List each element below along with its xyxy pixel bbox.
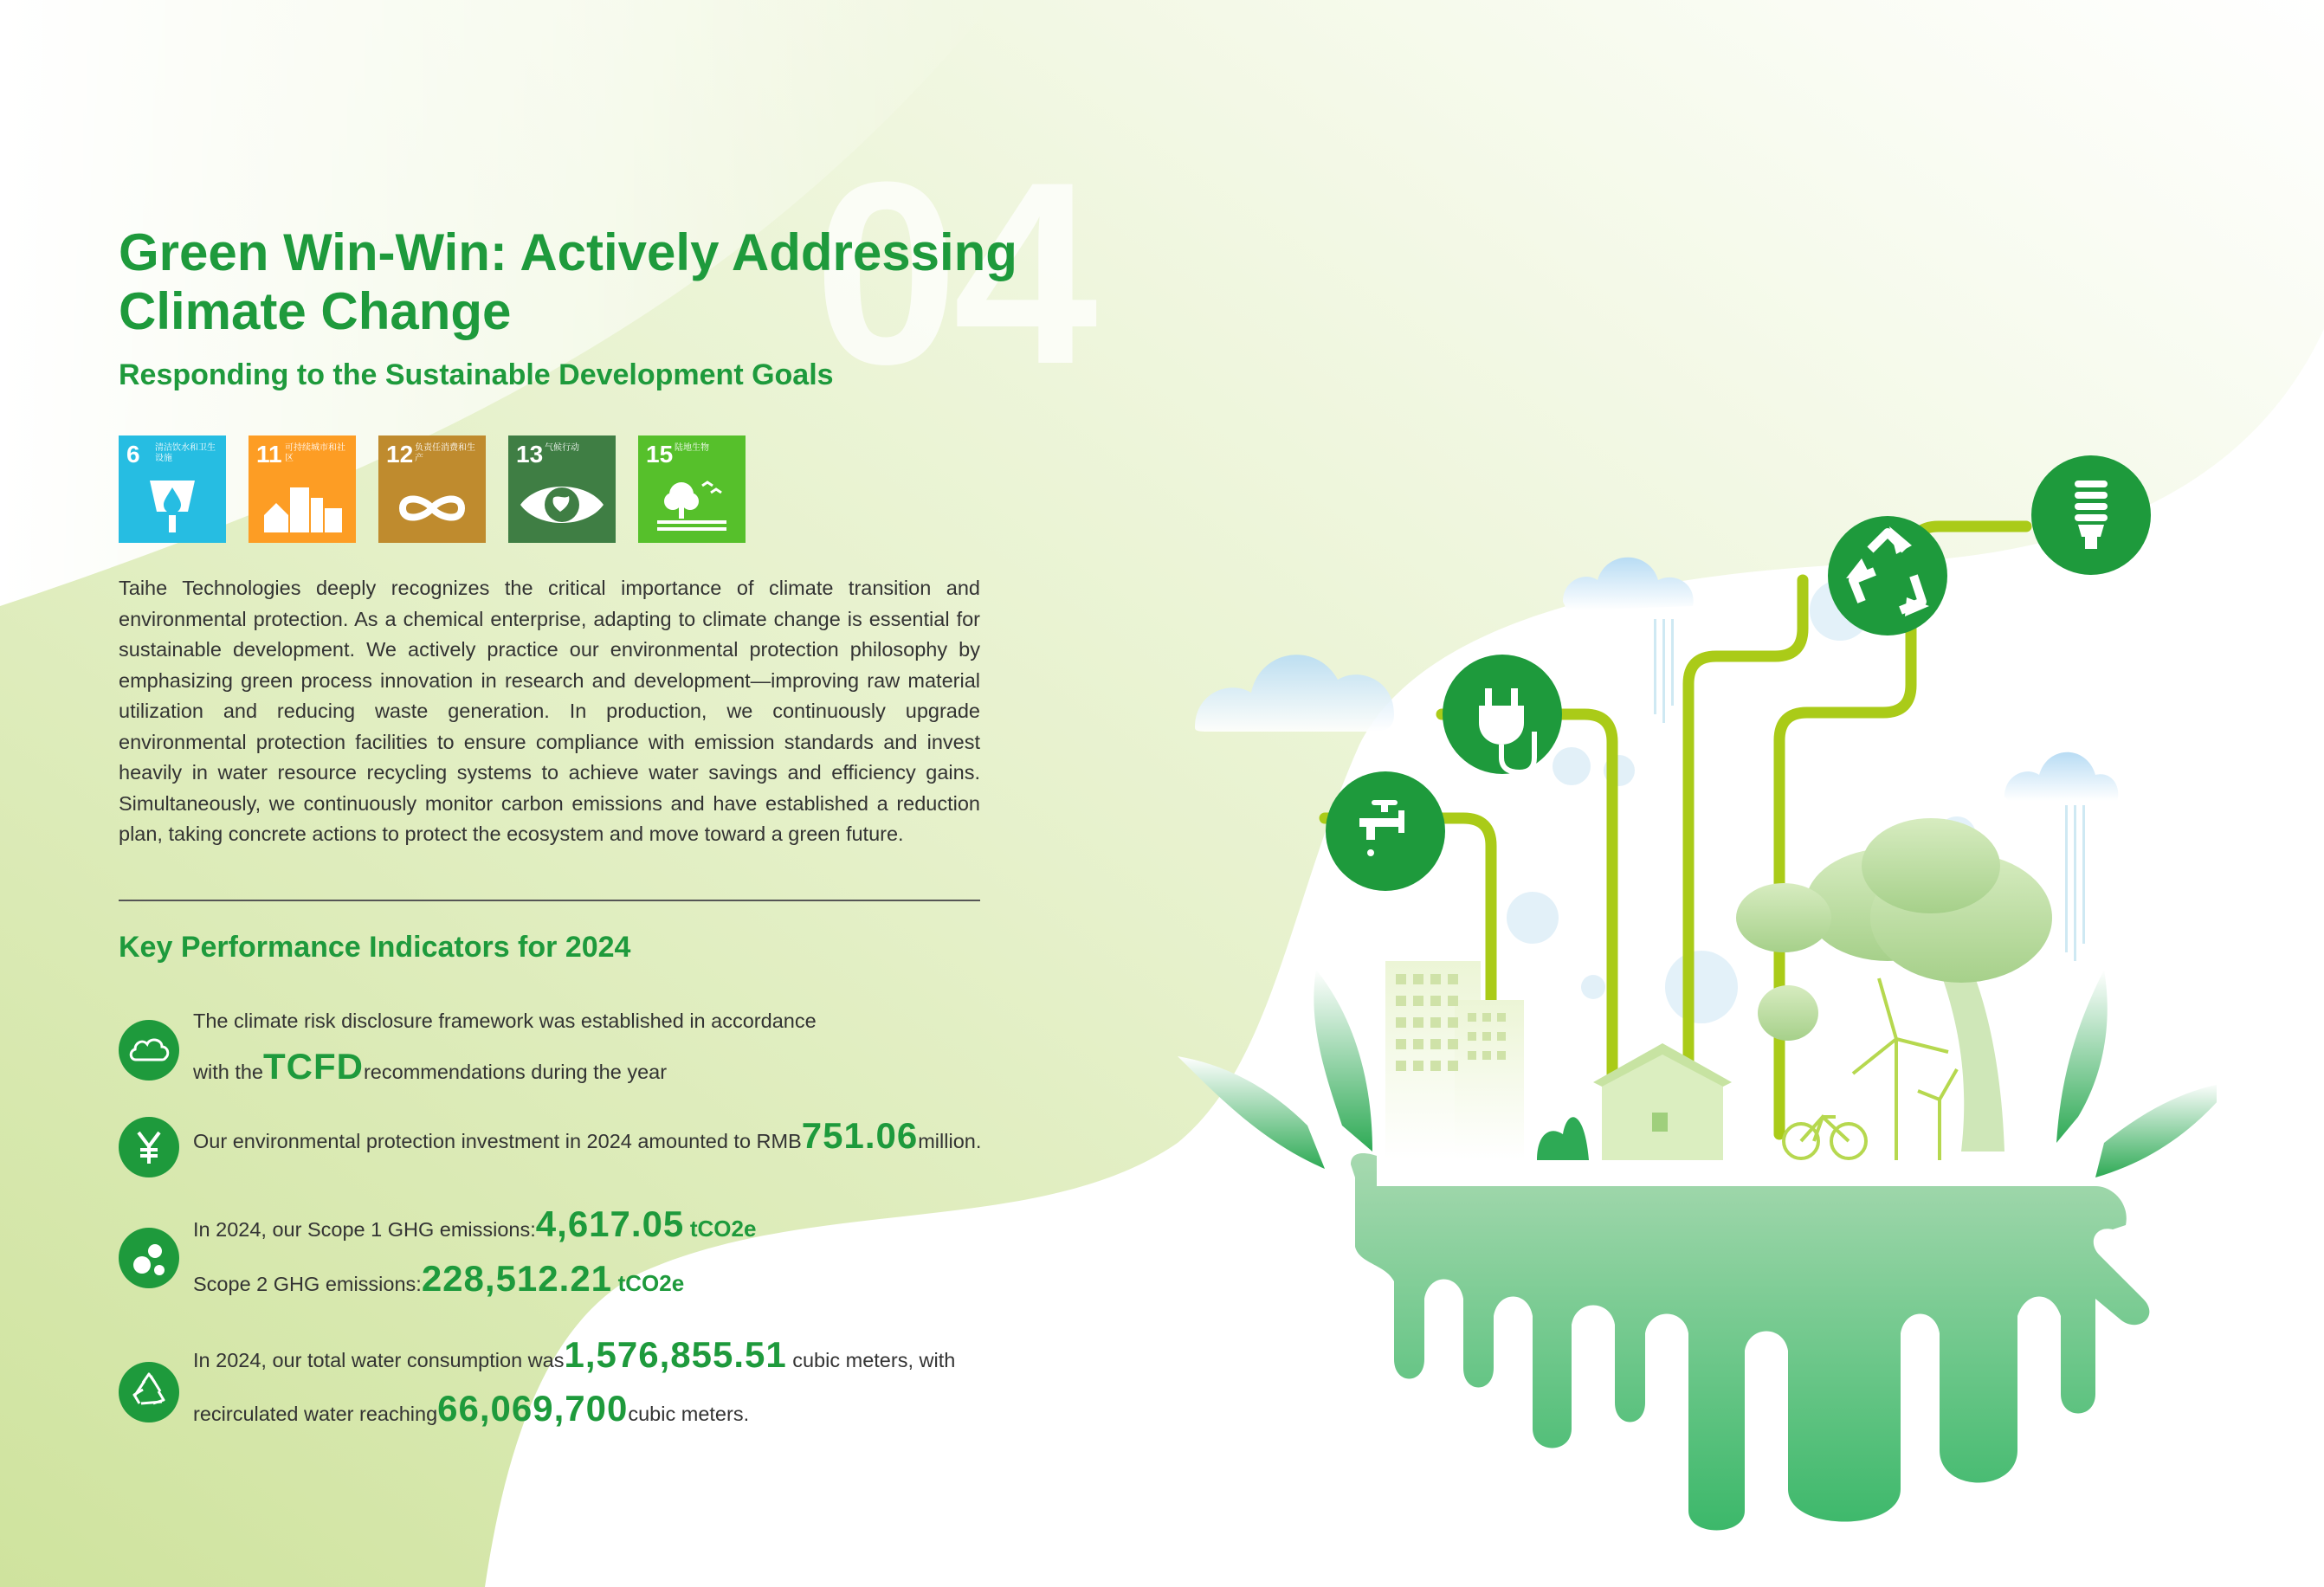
infinity-icon	[378, 435, 486, 543]
kpi-text: Scope 2 GHG emissions:	[193, 1273, 422, 1295]
kpi-water-line2	[193, 1388, 749, 1429]
kpi-text: recommendations during the year	[363, 1061, 668, 1083]
tap-icon	[1326, 771, 1445, 891]
page-title	[119, 223, 1158, 341]
kpi-unit: tCO2e	[689, 1216, 757, 1242]
section-number: 04	[814, 127, 1093, 418]
kpi-text: recirculated water reaching	[193, 1403, 438, 1425]
kpi-ghg-scope1	[193, 1203, 756, 1245]
water-drop-icon	[119, 435, 226, 543]
cloud-icon	[2004, 752, 2118, 801]
kpi-value: 1,576,855.51	[564, 1334, 787, 1375]
cloud-icon	[119, 1020, 179, 1081]
kpi-text: cubic meters.	[628, 1403, 750, 1425]
divider	[119, 900, 980, 901]
intro-paragraph: Taihe Technologies deeply recognizes the critical importance of climate transition and environmental protection. As a chemical enterprise, adapting to climate change is essential for sustainable development. We actively practice our environmental protection philosophy by emphasizing green process innovation in research and development—improving raw material utilization and reducing waste generation. In production, we continuously upgrade environmental protection facilities to ensure compliance with emission standards and invest heavily in water resource recycling systems to achieve water savings and efficiency gains. Simultaneously, we continuously monitor carbon emissions and have established a reduction plan, taking concrete actions to protect the ecosystem and move toward a green future.	[119, 577, 980, 845]
recycle-icon	[1828, 516, 1947, 635]
bicycle	[1784, 1117, 1866, 1158]
kpi-tcfd-line1: The climate risk disclosure framework was established in accordance	[193, 1010, 817, 1032]
kpi-ghg-scope2	[193, 1258, 684, 1300]
lightbulb-icon	[2031, 455, 2151, 575]
kpi-water-line1	[193, 1334, 955, 1376]
recycle-icon	[119, 1362, 179, 1422]
page-subtitle: Responding to the Sustainable Development Goals	[119, 358, 834, 391]
eye-globe-icon	[508, 435, 616, 543]
sdg-number: 6	[126, 441, 140, 468]
dripping-island	[1351, 1153, 2149, 1530]
city-icon	[249, 435, 356, 543]
title-line-1: Green Win-Win: Actively Addressing	[119, 223, 1017, 281]
kpi-value: 228,512.21	[421, 1258, 613, 1299]
plug-icon	[1443, 655, 1562, 774]
kpi-value: 4,617.05	[535, 1203, 685, 1244]
kpi-text: million.	[918, 1130, 982, 1152]
sdg-tile-11	[249, 435, 356, 543]
bubbles-icon	[119, 1228, 179, 1288]
kpi-value: 751.06	[801, 1115, 919, 1156]
building	[1385, 961, 1524, 1160]
sdg-number: 15	[646, 441, 674, 468]
sdg-label: 气候行动	[545, 443, 579, 453]
kpi-section-title: Key Performance Indicators for 2024	[119, 931, 631, 964]
sdg-tile-12	[378, 435, 486, 543]
sdg-label: 可持续城市和社区	[285, 443, 345, 463]
title-line-2: Climate Change	[119, 282, 512, 340]
sdg-tile-6	[119, 435, 226, 543]
kpi-tcfd-line2	[193, 1046, 667, 1087]
kpi-text: Our environmental protection investment in 2024 amounted to RMB	[193, 1130, 802, 1152]
kpi-text: cubic meters, with	[792, 1349, 956, 1371]
kpi-text: with the	[193, 1061, 263, 1083]
yuan-icon	[119, 1117, 179, 1177]
sdg-label: 陆地生物	[675, 443, 709, 453]
wind-turbines	[1853, 978, 1957, 1160]
kpi-investment	[193, 1115, 981, 1157]
sdg-number: 12	[386, 441, 414, 468]
kpi-unit: tCO2e	[617, 1270, 685, 1296]
sdg-tile-13	[508, 435, 616, 543]
cloud-icon	[1195, 655, 1394, 732]
sdg-tile-15	[638, 435, 746, 543]
sdg-number: 11	[256, 441, 282, 468]
sdg-number: 13	[516, 441, 544, 468]
kpi-text: In 2024, our total water consumption was	[193, 1349, 565, 1371]
kpi-value: TCFD	[263, 1046, 364, 1087]
sdg-label: 负责任消费和生产	[415, 443, 475, 463]
sdg-label: 清洁饮水和卫生设施	[155, 443, 216, 463]
tree-icon	[638, 435, 746, 543]
green-city-illustration	[1178, 433, 2217, 1532]
kpi-value: 66,069,700	[437, 1388, 629, 1429]
kpi-text: In 2024, our Scope 1 GHG emissions:	[193, 1218, 536, 1241]
cloud-icon	[1563, 558, 1694, 610]
sdg-icons-row	[119, 435, 746, 543]
